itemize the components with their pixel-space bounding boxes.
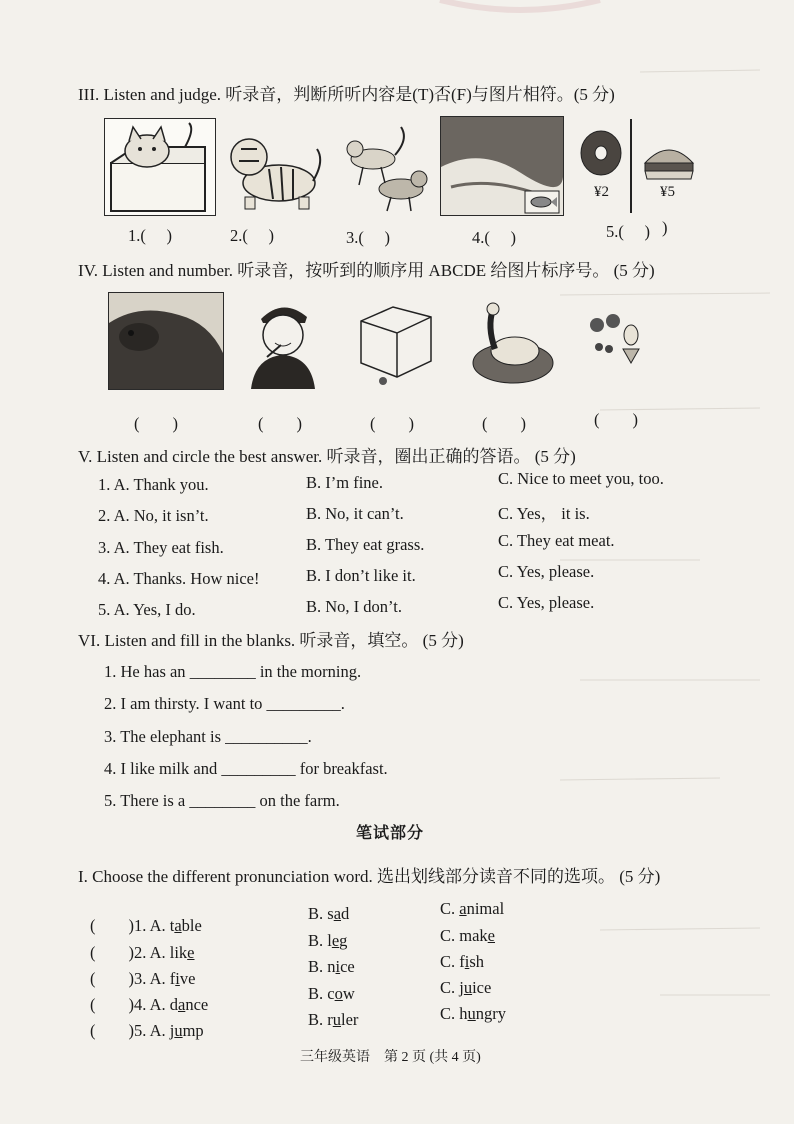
pron-4a-underline: a	[178, 995, 186, 1014]
boy-eating-image	[236, 292, 330, 390]
river-fish-image	[440, 116, 564, 216]
pron-2c-pre: C. mak	[440, 926, 488, 945]
fill-line-5	[104, 791, 340, 811]
pron-5c-pre: C. h	[440, 1004, 468, 1023]
pron-row-3-c	[440, 952, 484, 972]
number-answer-5: ( )	[594, 410, 638, 429]
answer-row-2-a: 2. A. No, it isn’t.	[98, 506, 209, 525]
answer-row-4-c: C. Yes, please.	[498, 562, 595, 581]
answer-row-3-a: 3. A. They eat fish.	[98, 538, 224, 557]
judge-answer-5: 5.( )	[606, 222, 650, 241]
fill-blank-1[interactable]: ________	[189, 662, 256, 681]
section4-heading: IV. Listen and number. 听录音，按听到的顺序用 ABCDE 给图片标序号。 (5 分)	[78, 261, 655, 280]
pron-4c-post: ice	[472, 978, 492, 997]
pron-row-4-b	[308, 984, 355, 1004]
pron-row-3-b	[308, 957, 355, 977]
pron-3a-underline: i	[175, 969, 180, 988]
fill-line-3-post: .	[307, 727, 312, 746]
fill-line-4	[104, 759, 388, 779]
answer-row-1-c: C. Nice to meet you, too.	[498, 469, 664, 488]
pron-2c-underline: e	[487, 926, 495, 945]
fill-line-1	[104, 662, 361, 682]
answer-row-3-c: C. They eat meat.	[498, 531, 615, 550]
pron-2a-underline: e	[187, 943, 195, 962]
fill-line-1-pre: 1. He has an	[104, 662, 186, 681]
pron-2a-pre: lik	[169, 943, 188, 962]
pron-5a-underline: u	[174, 1021, 183, 1040]
tiger-image	[220, 120, 326, 214]
number-answer-1: ( )	[134, 414, 178, 433]
pron-row-4-a	[90, 991, 208, 1015]
dog-photo	[108, 292, 224, 390]
answer-row-5-a: 5. A. Yes, I do.	[98, 600, 196, 619]
pron-row-2-c	[440, 926, 495, 946]
written-part-title: 笔试部分	[356, 825, 425, 842]
pron-1c-post: nimal	[466, 899, 505, 918]
pron-5c-underline: u	[467, 1004, 476, 1023]
pron-row-2-b	[308, 931, 347, 951]
cats-image	[338, 118, 432, 216]
pron-5b-pre: B. r	[308, 1010, 333, 1029]
pron-row-1-q: ( )1. A.	[90, 916, 166, 935]
pron-row-1-b	[308, 904, 349, 924]
judge-answer-2: 2.( )	[230, 226, 274, 245]
fill-line-2	[104, 694, 345, 714]
fruits-image	[582, 304, 652, 366]
number-answer-3: ( )	[370, 414, 414, 433]
pron-1b-underline: a	[333, 904, 342, 923]
fill-blank-3[interactable]: __________	[225, 727, 308, 746]
pron-4b-pre: B. c	[308, 984, 335, 1003]
pron-1b-post: d	[341, 904, 350, 923]
fill-line-4-pre: 4. I like milk and	[104, 759, 218, 778]
fill-line-3	[104, 727, 312, 747]
judge-answer-1: 1.( )	[128, 226, 172, 245]
pron-row-3-q: ( )3. A.	[90, 969, 166, 988]
pron-1a-pre: t	[169, 916, 175, 935]
page-footer: 三年级英语 第 2 页 (共 4 页)	[300, 1050, 481, 1065]
pron-row-5-a	[90, 1017, 204, 1041]
pron-5b-underline: u	[332, 1010, 341, 1029]
judge-answer-6: )	[662, 218, 668, 237]
answer-row-2-c: C. Yes， it is.	[498, 504, 590, 523]
fill-blank-5[interactable]: ________	[189, 791, 256, 810]
pron-row-3-a	[90, 965, 195, 989]
cat-in-box-image	[104, 118, 216, 216]
section3-heading: III. Listen and judge. 听录音，判断所听内容是(T)否(F)与图片相符。(5 分)	[78, 85, 615, 104]
pron-4a-post: nce	[185, 995, 209, 1014]
pron-3b-pre: B. n	[308, 957, 336, 976]
fill-line-2-post: .	[340, 694, 345, 713]
pron-row-1-a	[90, 912, 202, 936]
pron-row-2-a	[90, 939, 195, 963]
pron-1b-pre: B. s	[308, 904, 334, 923]
fill-blank-2[interactable]: _________	[266, 694, 341, 713]
fill-line-1-post: in the morning.	[259, 662, 362, 681]
pron-4b-underline: o	[334, 984, 343, 1003]
pron-1c-pre: C.	[440, 899, 460, 918]
pron-row-5-b	[308, 1010, 358, 1030]
pron-1a-underline: a	[174, 916, 182, 935]
duck-basket-image	[464, 296, 558, 390]
answer-row-4-b: B. I don’t like it.	[306, 566, 416, 585]
pron-row-5-c	[440, 1004, 506, 1024]
fill-line-3-pre: 3. The elephant is	[104, 727, 221, 746]
answer-row-1-b: B. I’m fine.	[306, 473, 383, 492]
fill-blank-4[interactable]: _________	[221, 759, 296, 778]
answer-row-5-c: C. Yes, please.	[498, 593, 595, 612]
pron-row-5-q: ( )5. A.	[90, 1021, 166, 1040]
answer-row-2-b: B. No, it can’t.	[306, 504, 404, 523]
pron-3b-post: ce	[340, 957, 355, 976]
price-label-2: ¥5	[660, 184, 675, 200]
judge-answer-3: 3.( )	[346, 228, 390, 247]
pron-4a-pre: d	[169, 995, 178, 1014]
price-label-1: ¥2	[594, 184, 609, 200]
pron-row-4-c	[440, 978, 491, 998]
number-answer-2: ( )	[258, 414, 302, 433]
answer-row-5-b: B. No, I don’t.	[306, 597, 402, 616]
fill-line-4-post: for breakfast.	[299, 759, 388, 778]
pron-3a-post: ve	[179, 969, 196, 988]
pron-3c-pre: C. f	[440, 952, 465, 971]
pron-1c-underline: a	[459, 899, 467, 918]
box-image	[352, 296, 438, 388]
number-answer-4: ( )	[482, 414, 526, 433]
pron-4c-pre: C. j	[440, 978, 464, 997]
pron-5a-pre: j	[169, 1021, 175, 1040]
pron-4c-underline: u	[463, 978, 473, 997]
pron-3c-post: sh	[469, 952, 485, 971]
answer-row-4-a: 4. A. Thanks. How nice!	[98, 569, 260, 588]
pron-2b-pre: B. l	[308, 931, 332, 950]
answer-row-1-a: 1. A. Thank you.	[98, 475, 209, 494]
fill-line-5-post: on the farm.	[259, 791, 340, 810]
pron-3b-underline: i	[335, 957, 341, 976]
judge-answer-4: 4.( )	[472, 228, 516, 247]
pron-3a-pre: f	[169, 969, 176, 988]
section5-heading: V. Listen and circle the best answer. 听录音，圈出正确的答语。 (5 分)	[78, 447, 576, 466]
pron-1a-post: ble	[181, 916, 202, 935]
pron-5b-post: ler	[341, 1010, 359, 1029]
answer-row-3-b: B. They eat grass.	[306, 535, 425, 554]
pron-row-1-c	[440, 899, 504, 919]
pron-2b-underline: e	[331, 931, 340, 950]
pron-2b-post: g	[339, 931, 348, 950]
pron-row-2-q: ( )2. A.	[90, 943, 166, 962]
fill-line-2-pre: 2. I am thirsty. I want to	[104, 694, 263, 713]
pron-4b-post: w	[342, 984, 355, 1003]
pron-5c-post: ngry	[475, 1004, 507, 1023]
fill-line-5-pre: 5. There is a	[104, 791, 186, 810]
pron-row-4-q: ( )4. A.	[90, 995, 166, 1014]
pron-5a-post: mp	[182, 1021, 204, 1040]
written-heading: I. Choose the different pronunciation word. 选出划线部分读音不同的选项。 (5 分)	[78, 867, 661, 886]
section6-heading: VI. Listen and fill in the blanks. 听录音，填空。 (5 分)	[78, 631, 464, 650]
pron-3c-underline: i	[464, 952, 470, 971]
